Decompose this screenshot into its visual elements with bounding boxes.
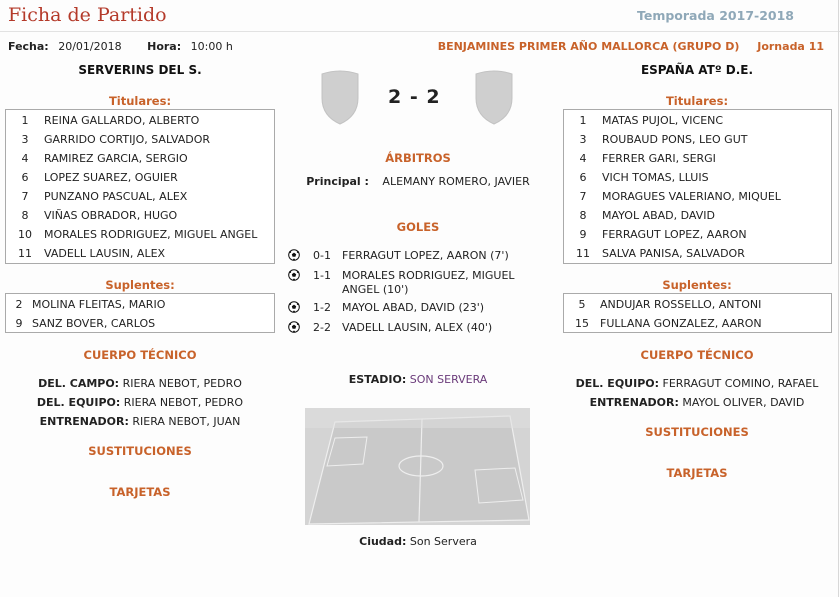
player-name: FERRER GARI, SERGI bbox=[602, 152, 716, 165]
goal-scorer: VADELL LAUSIN, ALEX (40') bbox=[342, 321, 493, 334]
time-label: Hora: bbox=[147, 40, 182, 53]
player-row bbox=[564, 314, 831, 333]
goal-scorer: FERRAGUT LOPEZ, AARON (7') bbox=[342, 249, 509, 262]
goal-score: 1-1 bbox=[313, 269, 331, 282]
home-starters-title: Titulares: bbox=[108, 94, 172, 108]
goal-score: 1-2 bbox=[313, 301, 331, 314]
referees-title: ÁRBITROS bbox=[385, 151, 451, 165]
player-row bbox=[6, 225, 274, 244]
staff-row bbox=[562, 393, 832, 412]
home-staff-title: CUERPO TÉCNICO bbox=[83, 348, 197, 362]
player-name: ROUBAUD PONS, LEO GUT bbox=[602, 133, 748, 146]
player-name: LOPEZ SUAREZ, OGUIER bbox=[44, 171, 178, 184]
player-row bbox=[6, 244, 274, 263]
home-substitutions-title: SUSTITUCIONES bbox=[88, 444, 192, 458]
player-row bbox=[564, 130, 831, 149]
home-staff-list bbox=[4, 374, 276, 431]
staff-name: RIERA NEBOT, PEDRO bbox=[123, 396, 244, 409]
player-name: MORALES RODRIGUEZ, MIGUEL ANGEL bbox=[44, 228, 258, 241]
player-number: 4 bbox=[579, 152, 587, 165]
player-number: 3 bbox=[579, 133, 587, 146]
competition-info bbox=[438, 40, 824, 53]
goal-scorer: MORALES RODRIGUEZ, MIGUEL ANGEL (10') bbox=[342, 269, 515, 296]
match-date: 20/01/2018 bbox=[58, 40, 122, 53]
away-shield-icon bbox=[472, 68, 516, 128]
stadium-label: ESTADIO: bbox=[348, 373, 407, 386]
match-datetime bbox=[8, 40, 233, 53]
player-name: MOLINA FLEITAS, MARIO bbox=[32, 298, 166, 311]
referee-role: Principal : bbox=[306, 175, 369, 188]
staff-role: ENTRENADOR: bbox=[39, 415, 129, 428]
goal-scorer: MAYOL ABAD, DAVID (23') bbox=[342, 301, 485, 314]
soccer-ball-icon bbox=[288, 301, 302, 317]
player-row bbox=[564, 295, 831, 314]
staff-row bbox=[4, 374, 276, 393]
player-number: 2 bbox=[15, 298, 23, 311]
goal-row bbox=[288, 301, 533, 317]
header-divider bbox=[0, 31, 840, 32]
away-starters-list bbox=[563, 109, 832, 264]
player-name: VADELL LAUSIN, ALEX bbox=[44, 247, 166, 260]
player-name: SALVA PANISA, SALVADOR bbox=[602, 247, 745, 260]
goals-title: GOLES bbox=[396, 220, 440, 234]
away-substitutions-title: SUSTITUCIONES bbox=[645, 425, 749, 439]
away-staff-title: CUERPO TÉCNICO bbox=[640, 348, 754, 362]
staff-row bbox=[4, 412, 276, 431]
player-name: MAYOL ABAD, DAVID bbox=[602, 209, 715, 222]
player-row bbox=[6, 111, 274, 130]
player-row bbox=[6, 149, 274, 168]
goal-score: 2-2 bbox=[313, 321, 331, 334]
home-team-name: SERVERINS DEL S. bbox=[78, 63, 202, 77]
player-row bbox=[564, 149, 831, 168]
goal-row bbox=[288, 321, 533, 337]
page-title: Ficha de Partido bbox=[8, 4, 167, 26]
player-row bbox=[6, 295, 274, 314]
player-name: GARRIDO CORTIJO, SALVADOR bbox=[44, 133, 210, 146]
football-field-image bbox=[305, 408, 530, 525]
home-shield-icon bbox=[318, 68, 362, 128]
away-subs-list bbox=[563, 293, 832, 333]
season-label: Temporada 2017-2018 bbox=[636, 8, 794, 23]
away-team-name: ESPAÑA ATº D.E. bbox=[640, 63, 754, 77]
away-cards-title: TARJETAS bbox=[666, 466, 728, 480]
staff-role: DEL. EQUIPO: bbox=[575, 377, 660, 390]
match-time: 10:00 h bbox=[190, 40, 233, 53]
away-staff-list bbox=[562, 374, 832, 412]
home-subs-list bbox=[5, 293, 275, 333]
player-name: PUNZANO PASCUAL, ALEX bbox=[44, 190, 188, 203]
away-subs-title: Suplentes: bbox=[662, 278, 732, 292]
soccer-ball-icon bbox=[288, 249, 302, 265]
player-number: 6 bbox=[579, 171, 587, 184]
staff-role: DEL. CAMPO: bbox=[38, 377, 120, 390]
staff-row bbox=[562, 374, 832, 393]
player-name: VICH TOMAS, LLUIS bbox=[602, 171, 709, 184]
player-row bbox=[564, 206, 831, 225]
staff-role: ENTRENADOR: bbox=[589, 396, 679, 409]
staff-name: RIERA NEBOT, PEDRO bbox=[122, 377, 242, 390]
player-number: 1 bbox=[21, 114, 29, 127]
player-name: MATAS PUJOL, VICENC bbox=[602, 114, 724, 127]
player-number: 8 bbox=[21, 209, 29, 222]
player-row bbox=[564, 111, 831, 130]
player-number: 15 bbox=[575, 317, 589, 330]
player-number: 4 bbox=[21, 152, 29, 165]
away-starters-title: Titulares: bbox=[665, 94, 729, 108]
player-name: REINA GALLARDO, ALBERTO bbox=[44, 114, 200, 127]
player-row bbox=[564, 244, 831, 263]
player-row bbox=[6, 187, 274, 206]
player-number: 5 bbox=[578, 298, 586, 311]
player-name: FULLANA GONZALEZ, AARON bbox=[600, 317, 762, 330]
player-name: VIÑAS OBRADOR, HUGO bbox=[44, 209, 178, 222]
player-name: SANZ BOVER, CARLOS bbox=[32, 317, 156, 330]
player-number: 10 bbox=[18, 228, 32, 241]
staff-name: RIERA NEBOT, JUAN bbox=[132, 415, 241, 428]
goals-list bbox=[288, 249, 533, 341]
player-number: 7 bbox=[579, 190, 587, 203]
round-label: Jornada 11 bbox=[757, 40, 824, 53]
city-label: Ciudad: bbox=[359, 535, 407, 548]
soccer-ball-icon bbox=[288, 321, 302, 337]
staff-name: FERRAGUT COMINO, RAFAEL bbox=[662, 377, 819, 390]
player-number: 3 bbox=[21, 133, 29, 146]
goal-score: 0-1 bbox=[313, 249, 331, 262]
player-name: RAMIREZ GARCIA, SERGIO bbox=[44, 152, 188, 165]
player-number: 9 bbox=[15, 317, 23, 330]
player-number: 11 bbox=[18, 247, 32, 260]
player-row bbox=[6, 130, 274, 149]
player-row bbox=[564, 187, 831, 206]
referee-row bbox=[284, 175, 552, 188]
player-row bbox=[6, 314, 274, 333]
staff-row bbox=[4, 393, 276, 412]
date-label: Fecha: bbox=[8, 40, 49, 53]
home-starters-list bbox=[5, 109, 275, 264]
goal-row bbox=[288, 249, 533, 265]
player-number: 11 bbox=[576, 247, 590, 260]
player-row bbox=[564, 225, 831, 244]
stadium-name: SON SERVERA bbox=[409, 373, 488, 386]
player-row bbox=[6, 206, 274, 225]
stadium-row bbox=[284, 373, 552, 386]
city-name: Son Servera bbox=[409, 535, 477, 548]
player-number: 1 bbox=[579, 114, 587, 127]
staff-name: MAYOL OLIVER, DAVID bbox=[682, 396, 805, 409]
player-name: MORAGUES VALERIANO, MIQUEL bbox=[602, 190, 781, 203]
player-number: 6 bbox=[21, 171, 29, 184]
home-subs-title: Suplentes: bbox=[105, 278, 175, 292]
goal-row bbox=[288, 269, 533, 297]
player-name: ANDUJAR ROSSELLO, ANTONI bbox=[600, 298, 762, 311]
match-score: 2 - 2 bbox=[388, 86, 441, 108]
right-border bbox=[838, 0, 839, 597]
player-number: 9 bbox=[579, 228, 587, 241]
player-number: 7 bbox=[21, 190, 29, 203]
player-name: FERRAGUT LOPEZ, AARON bbox=[602, 228, 747, 241]
soccer-ball-icon bbox=[288, 269, 302, 297]
player-row bbox=[564, 168, 831, 187]
home-cards-title: TARJETAS bbox=[109, 485, 171, 499]
city-row bbox=[284, 535, 552, 548]
staff-role: DEL. EQUIPO: bbox=[36, 396, 121, 409]
competition-name: BENJAMINES PRIMER AÑO MALLORCA (GRUPO D) bbox=[437, 40, 740, 53]
referee-name: ALEMANY ROMERO, JAVIER bbox=[382, 175, 530, 188]
player-row bbox=[6, 168, 274, 187]
player-number: 8 bbox=[579, 209, 587, 222]
